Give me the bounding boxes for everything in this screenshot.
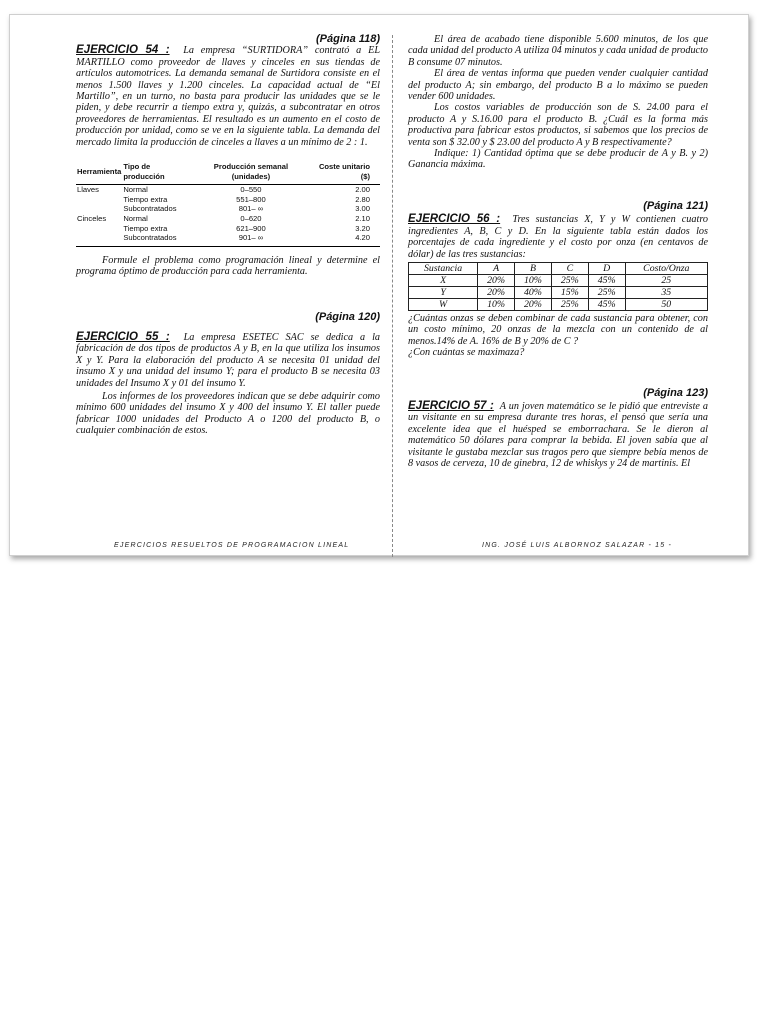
table-cell: X [409,274,478,286]
table-cell: 10% [515,274,552,286]
table-cell: 15% [551,286,588,298]
table-cell: 50 [625,298,707,310]
table-header: Coste unitario ($) [308,160,380,185]
footer-right: ING. JOSÉ LUIS ALBORNOZ SALAZAR - 15 - [482,542,673,549]
table-header: Tipo de producción [122,160,194,185]
table-cell: Subcontratados [123,204,177,214]
table-header: D [588,262,625,274]
page-ref-118: (Página 118) [316,33,380,45]
exercise-56-question-2: ¿Con cuántas se maximaza? [408,347,525,359]
table-cell: Subcontratados [122,233,194,246]
table-cell: 0–550 [240,185,262,195]
document-page [9,14,749,556]
exercise-54-text: La empresa “SURTIDORA” contrató a EL MARTILLO como proveedor de llaves y cinceles en sus tiendas de artículos automotrices. La demanda semanal de Surtidora consiste en el menos 1.500 llaves y 1.200 cinceles. La capacidad actual de “El Martillo”, en un turno, no basta para producir las unidades que se le piden, y debe recurrir a tiempo extra y, quizás, a subcontratar en otros proveedores de herramientas. El resultado es un aumento en el costo de producción por unidad, como se ve en la siguiente tabla. La demanda del mercado limita la producción de cinceles a llaves a un mínimo de 2 : 1. [76,45,380,148]
table-cell [76,204,122,214]
table-row [76,195,380,205]
table-row [76,214,380,224]
table-cell [76,233,122,246]
table-row [76,233,380,246]
table-cell: 25% [588,286,625,298]
page-ref-121: (Página 121) [643,199,708,212]
table-row [76,185,380,195]
table-cell: 621–900 [236,223,266,233]
table-cell: 801– ∞ [238,204,264,214]
exercise-56-question-1: ¿Cuántas onzas se deben combinar de cada sustancia para obtener, con un costo mínimo, 20 onzas de la mezcla con un contenido de al menos.14% de A. 16% de B y 20% de C ? [408,312,708,347]
table-cell [76,224,122,234]
table-header: Herramienta [76,160,122,185]
exercise-57-title: EJERCICIO 57 : [408,399,494,412]
table-header: A [478,262,515,274]
table-row [409,286,708,298]
exercise-54-intro [76,45,380,148]
column-divider [392,35,393,557]
footer-left: EJERCICIOS RESUELTOS DE PROGRAMACION LINEAL [114,542,350,549]
table-cell: Y [409,286,478,298]
exercise-55-text: La empresa ESETEC SAC se dedica a la fabricación de dos tipos de productos A y B, en la que utiliza los insumos X y Y. Para la elaboración del producto A se necesita 01 unidad del insumo X y una unidad del insumo Y; para el producto B se necesita 03 unidades del Insumo X y 01 del insumo Y. [76,332,381,389]
table-row [76,204,380,214]
table-header: Costo/Onza [625,262,707,274]
exercise-54-title: EJERCICIO 54 : [76,44,170,57]
table-cell: 551–800 [236,194,266,204]
table-cell: 4.20 [308,233,380,246]
table-cell: Normal [123,214,148,224]
table-cell: Tiempo extra [123,223,168,233]
table-cell: 35 [625,286,707,298]
table-cell: Tiempo extra [123,194,168,204]
table-header: Sustancia [409,262,478,274]
table-cell: 2.80 [355,194,370,204]
table-cell: 0–620 [240,214,262,224]
table-cell: 20% [515,298,552,310]
exercise-55-sales-area: El área de ventas informa que pueden vender cualquier cantidad del producto A; sin embargo, del producto B a lo máximo se pueden vender 600 unidades. [408,68,708,103]
production-cost-table [76,160,380,247]
table-cell: Normal [123,185,148,195]
exercise-55-title: EJERCICIO 55 : [76,331,170,344]
exercise-56-title: EJERCICIO 56 : [408,213,501,226]
table-cell: 10% [478,298,515,310]
exercise-54-closing: Formule el problema como programación lineal y determine el programa óptimo de producción para cada herramienta. [76,254,380,278]
exercise-55-para2: Los informes de los proveedores indican que se debe adquirir como mínimo 600 unidades del insumo X y 400 del insumo Y. El taller puede fabricar 1000 unidades del Producto A o 1200 del producto B, o cualquier combinación de estos. [76,391,380,437]
exercise-55-indicate: Indique: 1) Cantidad óptima que se debe producir de A y B. y 2) Ganancia máxima. [408,148,708,171]
table-cell: W [409,298,478,310]
page-ref-123: (Página 123) [643,386,708,399]
table-cell: 3.20 [355,223,370,233]
table-cell: 45% [588,298,625,310]
table-row [76,224,380,234]
table-header: Producción semanal (unidades) [194,160,308,185]
table-cell: 901– ∞ [194,233,308,246]
ingredients-table [408,262,708,311]
table-cell: 20% [478,274,515,286]
exercise-56-text: Tres sustancias X, Y y W contienen cuatro ingredientes A, B, C y D. En la siguiente tabla están dados los porcentajes de cada ingrediente y el costo por onza (en centavos de dólar) de las tres sustancias: [408,214,708,260]
table-cell [76,195,122,205]
table-cell: 25 [625,274,707,286]
right-column [408,15,708,469]
page-ref-120: (Página 120) [315,310,380,323]
exercise-57-intro [408,401,708,469]
table-cell: 20% [478,286,515,298]
table-header: C [551,262,588,274]
table-cell: 25% [551,274,588,286]
left-column [76,15,380,437]
table-cell: 2.10 [355,214,370,224]
table-cell: Cinceles [77,214,107,224]
exercise-55-finishing-area: El área de acabado tiene disponible 5.600 minutos, de los que cada unidad del producto A utiliza 04 minutos y cada unidad de producto B consume 07 minutos. [408,34,708,68]
table-cell: 2.00 [355,185,370,195]
table-cell: Llaves [77,185,99,195]
table-cell: 3.00 [355,204,370,214]
exercise-57-text: A un joven matemático se le pidió que entreviste a un visitante en su empresa durante tres horas, el pensó que sería una excelente idea que el huésped se emborrachara. Se le dieron al matemático 50 dólares para comprar la bebida. El joven sabía que al visitante le gustaba mezclar sus tragos pero que siempre bebía menos de 8 vasos de cerveza, 10 de ginebra, 12 de whiskys y 24 de martinis. El [408,400,709,469]
table-header: B [515,262,552,274]
table-row [409,298,708,310]
table-header-row [409,262,708,274]
table-cell: 40% [515,286,552,298]
table-row [409,274,708,286]
table-cell: 25% [551,298,588,310]
table-cell: 45% [588,274,625,286]
exercise-55-intro [76,332,380,389]
exercise-56-intro [408,214,708,260]
exercise-55-costs: Los costos variables de producción son de S. 24.00 para el producto A y S.16.00 para el producto B. ¿Cuál es la forma más productiva para fabricar estos productos, si sabemos que los precios de venta son $ 32.00 y $ 23.00 del producto A y B respectivamente? [408,102,708,148]
